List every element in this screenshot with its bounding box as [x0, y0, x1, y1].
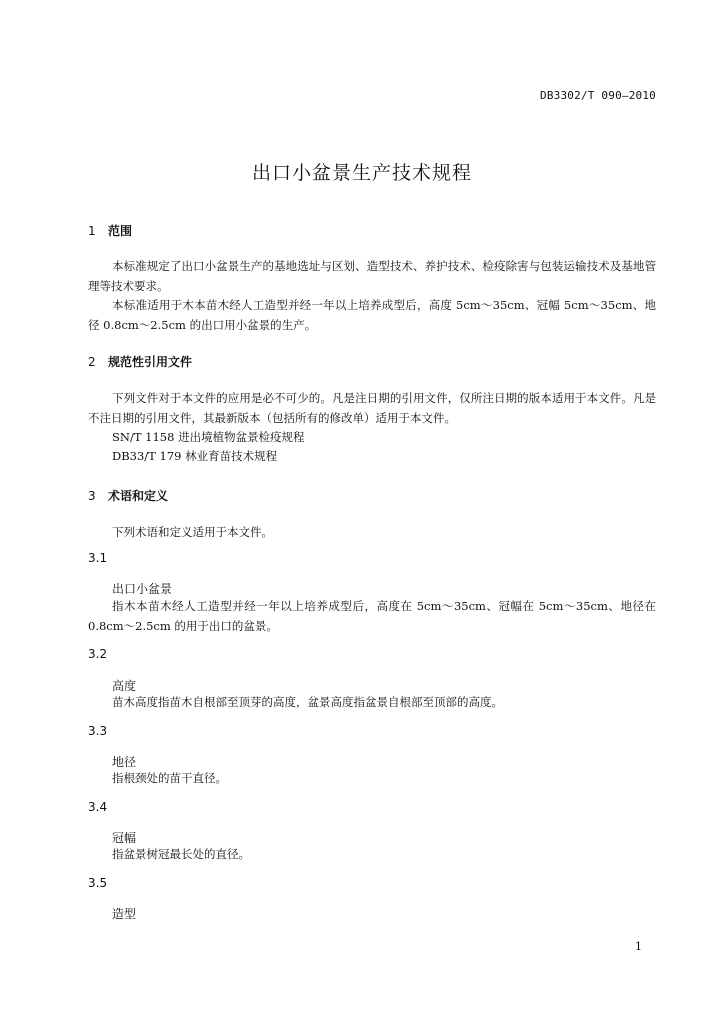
- term-name: 冠幅: [112, 831, 137, 845]
- page-number: 1: [635, 940, 642, 953]
- term-name: 地径: [112, 755, 137, 769]
- section-number: 1: [88, 224, 96, 238]
- reference-item: SN/T 1158 进出境植物盆景检疫规程: [112, 430, 305, 444]
- term-definition: 指根颈处的苗干直径。: [112, 771, 227, 785]
- scope-paragraph-2: 本标准适用于木本苗木经人工造型并经一年以上培养成型后，高度 5cm～35cm、冠幅 5cm～35cm、地径 0.8cm～2.5cm 的出口用小盆景的生产。: [88, 298, 656, 332]
- section-heading-normative: [88, 353, 192, 370]
- document-title: 出口小盆景生产技术规程: [251, 162, 472, 184]
- section-heading-terms: [88, 487, 168, 504]
- term-definition: 指木本苗木经人工造型并经一年以上培养成型后，高度在 5cm～35cm、冠幅在 5cm～35cm、地径在 0.8cm～2.5cm 的用于出口的盆景。: [88, 599, 656, 633]
- term-name: 造型: [112, 907, 137, 921]
- term-number: 3.1: [88, 551, 108, 565]
- term-number: 3.4: [88, 800, 108, 814]
- section-number: 3: [88, 489, 96, 503]
- section-number: 2: [88, 355, 96, 369]
- section-heading-scope: [88, 222, 132, 239]
- section-title: 范围: [108, 224, 133, 238]
- reference-item: DB33/T 179 林业育苗技术规程: [112, 449, 278, 463]
- term-number: 3.3: [88, 724, 108, 738]
- term-number: 3.5: [88, 876, 108, 890]
- term-name: 高度: [112, 679, 137, 693]
- normative-paragraph: 下列文件对于本文件的应用是必不可少的。凡是注日期的引用文件，仅所注日期的版本适用于本文件。凡是不注日期的引用文件，其最新版本（包括所有的修改单）适用于本文件。: [88, 391, 656, 425]
- standard-code: DB3302/T 090—2010: [540, 89, 656, 102]
- terms-intro: 下列术语和定义适用于本文件。: [112, 525, 273, 539]
- section-title: 规范性引用文件: [108, 355, 193, 369]
- term-definition: 指盆景树冠最长处的直径。: [112, 847, 250, 861]
- scope-paragraph-1: 本标准规定了出口小盆景生产的基地选址与区划、造型技术、养护技术、检疫除害与包装运输技术及基地管理等技术要求。: [88, 259, 656, 293]
- term-number: 3.2: [88, 647, 108, 661]
- section-title: 术语和定义: [108, 489, 169, 503]
- term-definition: 苗木高度指苗木自根部至顶芽的高度，盆景高度指盆景自根部至顶部的高度。: [112, 695, 503, 709]
- term-name: 出口小盆景: [112, 582, 173, 596]
